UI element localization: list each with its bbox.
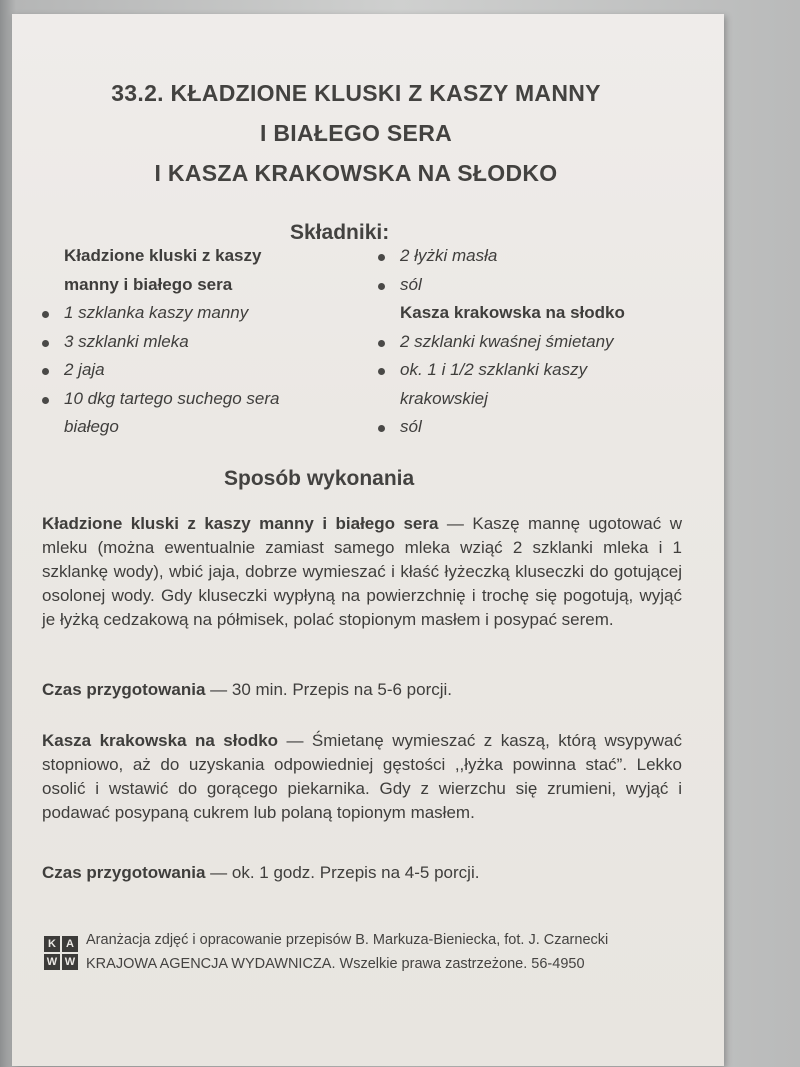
bullet-icon xyxy=(42,311,49,318)
bullet-icon xyxy=(378,425,385,432)
recipe1-name: Kładzione kluski z kaszy manny i białego sera xyxy=(42,514,439,533)
ingredient-item: 10 dkg tartego suchego sera xyxy=(64,385,279,414)
ingredients-right-subtitle: Kasza krakowska na słodko xyxy=(400,303,625,322)
recipe1-text: — Kaszę mannę ugotować w mleku (można ewentualnie zamiast samego mleka wziąć 2 szklanki mleka i 1 szklankę wody), wbić jaja, dobrze wymieszać i kłaść łyżeczką kluseczki do gotującej osolonej wody. Gdy kluseczki wypłyną na powierzchnię i trochę się pogotują, wyjąć je łyżką cedzakową na półmisek, polać stopionym masłem i posypać serem. xyxy=(42,514,682,629)
recipe2-time xyxy=(42,861,682,885)
footer-publisher: KRAJOWA AGENCJA WYDAWNICZA. Wszelkie prawa zastrzeżone. 56-4950 xyxy=(86,956,585,972)
bullet-icon xyxy=(378,340,385,347)
ingredient-item: 3 szklanki mleka xyxy=(64,328,279,357)
ingredient-item: 2 jaja xyxy=(64,356,279,385)
bullet-icon xyxy=(42,368,49,375)
recipe-title-line1: 33.2. KŁADZIONE KLUSKI Z KASZY MANNY xyxy=(111,80,601,106)
recipe2-instructions xyxy=(42,729,682,825)
bullet-icon xyxy=(42,397,49,404)
ingredient-item: ok. 1 i 1/2 szklanki kaszy xyxy=(400,356,625,385)
recipe2-name: Kasza krakowska na słodko xyxy=(42,731,279,750)
bullet-icon xyxy=(378,368,385,375)
bullet-icon xyxy=(378,254,385,261)
method-heading: Sposób wykonania xyxy=(224,467,415,490)
recipe-title-line2: I BIAŁEGO SERA xyxy=(259,120,453,146)
ingredients-right-column xyxy=(400,242,625,442)
recipe-title-line3: I KASZA KRAKOWSKA NA SŁODKO xyxy=(154,160,558,186)
recipe2-time-text: — ok. 1 godz. Przepis na 4-5 porcji. xyxy=(205,863,480,882)
recipe2-text: — Śmietanę wymieszać z kaszą, którą wsypywać stopniowo, aż do uzyskania odpowiedniej gęstości ,,łyżka powinna stać”. Lekko osolić i wstawić do gorącego piekarnika. Gdy z wierzchu się zrumieni, wyjąć i podawać posypaną cukrem lub polaną topionym masłem. xyxy=(42,731,682,822)
ingredient-item-continuation: białego xyxy=(64,417,119,436)
recipe1-time xyxy=(42,678,682,702)
ingredient-item: sól xyxy=(400,271,625,300)
recipe1-instructions xyxy=(42,512,682,632)
ingredients-left-subtitle-1: Kładzione kluski z kaszy xyxy=(64,246,262,265)
ingredients-left-subtitle-2: manny i białego sera xyxy=(64,274,233,294)
footer-credits: Aranżacja zdjęć i opracowanie przepisów B. Markuza-Bieniecka, fot. J. Czarnecki xyxy=(86,932,609,948)
recipe2-time-label: Czas przygotowania xyxy=(42,863,206,882)
ingredient-item: 1 szklanka kaszy manny xyxy=(64,299,279,328)
ingredients-left-column xyxy=(64,242,279,442)
recipe1-time-label: Czas przygotowania xyxy=(42,680,206,699)
recipe1-time-text: — 30 min. Przepis na 5-6 porcji. xyxy=(205,680,453,699)
ingredient-item: 2 szklanki kwaśnej śmietany xyxy=(400,328,625,357)
ingredient-item-continuation: krakowskiej xyxy=(400,388,488,408)
ingredient-item: 2 łyżki masła xyxy=(400,242,625,271)
bullet-icon xyxy=(378,283,385,290)
bullet-icon xyxy=(42,340,49,347)
ingredients-heading: Składniki: xyxy=(290,221,390,244)
recipe-card xyxy=(12,14,724,1066)
ingredient-item: sól xyxy=(400,413,625,442)
publisher-logo-icon: K A W W xyxy=(44,936,78,970)
